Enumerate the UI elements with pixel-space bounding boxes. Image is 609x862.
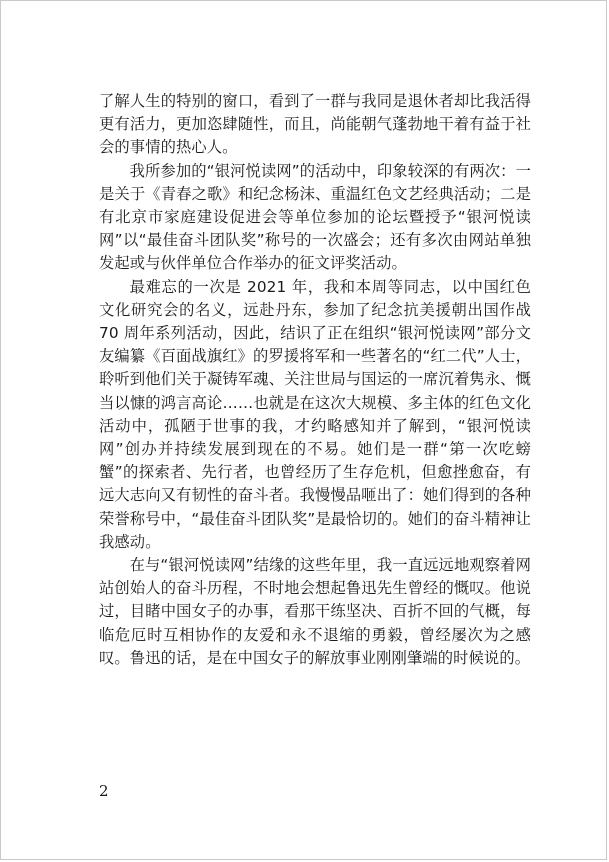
body-text xyxy=(99,90,531,670)
paragraph-4: 在与“银河悦读网”结缘的这些年里，我一直远远地观察着网站创始人的奋斗历程，不时地会想起鲁迅先生曾经的慨叹。他说过，目睹中国女子的办事，看那干练坚决、百折不回的气概，每临危厄时互相协作的友爱和永不退缩的勇毅，曾经屡次为之感叹。鲁迅的话，是在中国女子的解放事业刚刚肇端的时候说的。 xyxy=(99,556,531,667)
page-number: 2 xyxy=(99,782,109,800)
paragraph-1: 了解人生的特别的窗口，看到了一群与我同是退休者却比我活得更有活力，更加恣肆随性，而且，尚能朝气蓬勃地干着有益于社会的事情的热心人。 xyxy=(99,92,531,157)
paragraph-2: 我所参加的“银河悦读网”的活动中，印象较深的有两次：一是关于《青春之歌》和纪念杨沫、重温红色文艺经典活动；二是有北京市家庭建设促进会等单位参加的论坛暨授予“银河悦读网”以“最佳奋斗团队奖”称号的一次盛会；还有多次由网站单独发起或与伙伴单位合作举办的征文评奖活动。 xyxy=(99,161,531,273)
paragraph-3: 最难忘的一次是 2021 年，我和本周等同志，以中国红色文化研究会的名义，远赴丹东，参加了纪念抗美援朝出国作战 70 周年系列活动，因此，结识了正在组织“银河悦读网”部分文友编纂《百面战旗红》的罗援将军和一些著名的“红二代”人士，聆听到他们关于凝铸军魂、关注世局与国运的一席沉着隽永、慨当以慷的鸿言高论……也就是在这次大规模、多主体的红色文化活动中，孤陋于世事的我，才约略感知并了解到，“银河悦读网”创办并持续发展到现在的不易。她们是一群“第一次吃螃蟹”的探索者、先行者，也曾经历了生存危机，但愈挫愈奋，有远大志向又有韧性的奋斗者。我慢慢品咂出了：她们得到的各种荣誉称号中，“最佳奋斗团队奖”是最恰切的。她们的奋斗精神让我感动。 xyxy=(99,277,531,551)
